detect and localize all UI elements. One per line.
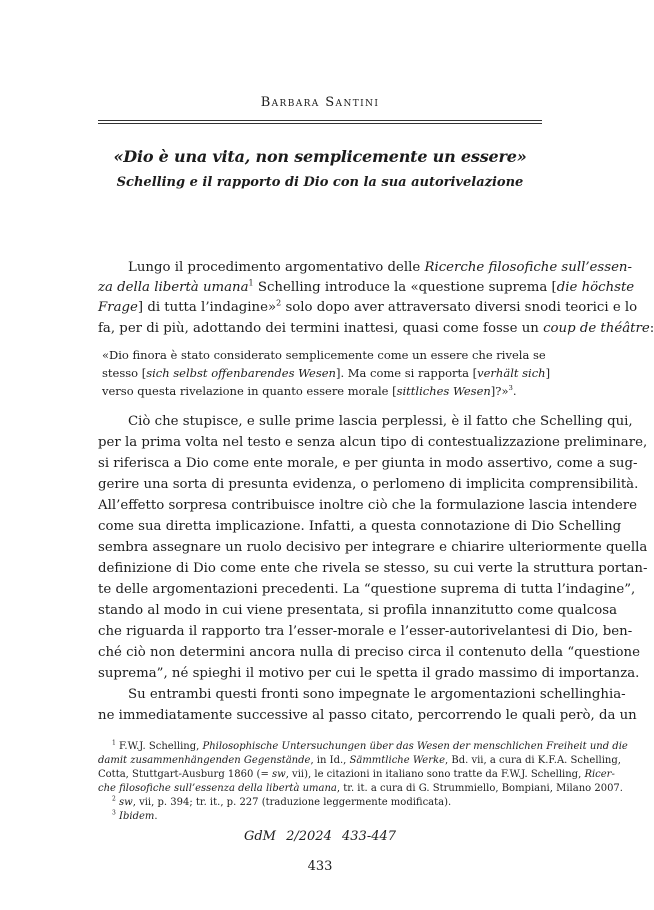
footnote-ref-3[interactable]: 3 xyxy=(508,384,513,393)
paragraph-2-line-4: gerire una sorta di presunta evidenza, o perlomeno di implicita comprensibilità. xyxy=(98,477,639,492)
paragraph-2-line-11: che riguarda il rapporto tra l’esser-morale e l’esser-autorivelantesi di Dio, ben- xyxy=(98,624,633,639)
paragraph-2-line-6: come sua diretta implicazione. Infatti, a questa connotazione di Dio Schelling xyxy=(98,519,622,534)
block-quote-line-2: stesso [sich selbst offenbarendes Wesen]. Ma come si rapporta [verhält sich] xyxy=(102,366,551,380)
paragraph-2-line-9: te delle argomentazioni precedenti. La “questione suprema di tutta l’indagine”, xyxy=(98,582,636,597)
paragraph-2-line-5: All’effetto sorpresa contribuisce inoltre ciò che la formulazione lascia intendere xyxy=(98,498,637,513)
article-title: «Dio è una vita, non semplicemente un essere» xyxy=(113,147,527,166)
paragraph-3-line-1: Su entrambi questi fronti sono impegnate le argomentazioni schellinghia- xyxy=(128,687,626,702)
journal-reference xyxy=(98,829,542,844)
running-header-author: Barbara Santini xyxy=(260,95,380,110)
block-quote-line-3: verso questa rivelazione in quanto essere morale [sittliches Wesen]?»$^3$. xyxy=(102,384,517,398)
paragraph-2-line-13: suprema”, né spieghi il motivo per cui le spetta il grado massimo di importanza. xyxy=(98,666,640,681)
paragraph-1-line-3: Frage] di tutta l’indagine»$^2$ solo dopo aver attraversato diversi snodi teorici e lo xyxy=(98,298,638,315)
paragraph-2-line-10: stando al modo in cui viene presentata, si profila innanzitutto come qualcosa xyxy=(98,603,618,618)
block-quote-line-1: «Dio finora è stato considerato semplicemente come un essere che rivela se xyxy=(102,348,546,362)
footnote-1-line-3: Cotta, Stuttgart-Ausburg 1860 (= sw, vii), le citazioni in italiano sono tratte da F.W.J. Schelling, Ricer- xyxy=(98,769,615,780)
paragraph-2-line-3: si riferisca a Dio come ente morale, e per giunta in modo assertivo, come a sug- xyxy=(98,456,638,471)
paragraph-2-line-7: sembra assegnare un ruolo decisivo per integrare e chiarire ulteriormente quella xyxy=(98,540,648,555)
footnote-2: $^2$ sw, vii, p. 394; tr. it., p. 227 (traduzione leggermente modificata). xyxy=(112,795,452,808)
paragraph-2-line-8: definizione di Dio come ente che rivela se stesso, su cui verte la struttura portan- xyxy=(98,561,648,576)
footnote-3: $^3$ Ibidem. xyxy=(112,809,158,822)
header-rule-top xyxy=(98,120,542,121)
paragraph-2-line-1: Ciò che stupisce, e sulle prime lascia perplessi, è il fatto che Schelling qui, xyxy=(128,414,633,429)
paragraph-1-line-4: fa, per di più, adottando dei termini inattesi, quasi come fosse un coup de théâtre: xyxy=(98,321,654,336)
header-rule-bottom xyxy=(98,123,542,124)
footnote-ref-1[interactable]: 1 xyxy=(248,278,254,288)
page-range: 433-447 xyxy=(342,829,397,844)
paragraph-2-line-12: ché ciò non determini ancora nulla di preciso circa il contenuto della “questione xyxy=(98,645,640,660)
footnote-ref-2[interactable]: 2 xyxy=(276,298,282,308)
paragraph-1-line-1: Lungo il procedimento argomentativo delle Ricerche filosofiche sull’essen- xyxy=(128,260,632,275)
paragraph-3-line-2: ne immediatamente successive al passo citato, percorrendo le quali però, da un xyxy=(98,708,637,723)
article-subtitle: Schelling e il rapporto di Dio con la sua autorivelazione xyxy=(116,175,524,190)
paragraph-1-line-2: za della libertà umana$^1$ Schelling introduce la «questione suprema [die höchste xyxy=(98,278,635,295)
journal-issue: GdM 2/2024 xyxy=(243,829,332,844)
footnote-1-line-1: $^1$ F.W.J. Schelling, Philosophische Untersuchungen über das Wesen der menschlichen Freiheit und die xyxy=(112,739,628,752)
footnote-1-line-2: damit zusammenhängenden Gegenstände, in Id., Sämmtliche Werke, Bd. vii, a cura di K.F.A. Schelling, xyxy=(98,755,621,766)
page-number: 433 xyxy=(307,859,333,874)
footnote-1-line-4: che filosofiche sull’essenza della libertà umana, tr. it. a cura di G. Strummiello, Bompiani, Milano 2007. xyxy=(98,783,623,794)
paragraph-2-line-2: per la prima volta nel testo e senza alcun tipo di contestualizzazione preliminare, xyxy=(98,435,648,450)
